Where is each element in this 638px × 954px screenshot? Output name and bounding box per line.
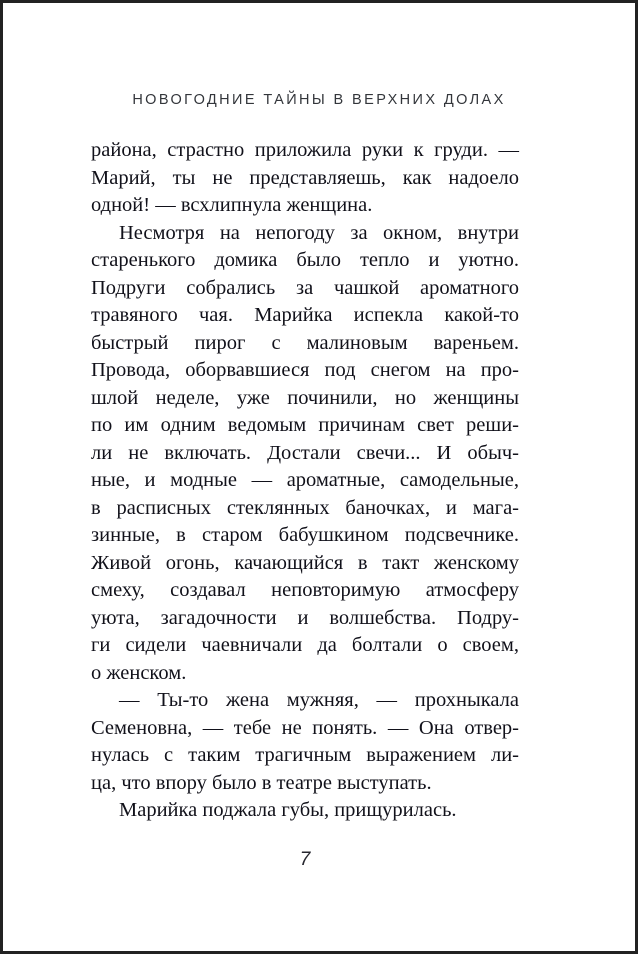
text-line: Марий, ты не представляешь, как надоело	[91, 166, 519, 189]
text-line: Марийка поджала губы, прищурилась.	[119, 799, 457, 821]
text-line: Семеновна, — тебе не понять. — Она отвер-	[91, 716, 519, 739]
text-line: быстрый пирог с малиновым вареньем.	[91, 331, 519, 354]
paragraph	[91, 797, 519, 825]
text-line: зинные, в старом бабушкином подсвечнике.	[91, 524, 519, 546]
text-line: ные, и модные — ароматные, самодельные,	[91, 469, 519, 491]
text-line: смеху, создавал неповторимую атмосферу	[91, 579, 519, 601]
text-line: травяного чая. Марийка испекла какой-то	[91, 304, 519, 326]
text-line: шлой неделе, уже починили, но женщины	[91, 386, 519, 409]
text-line: одной! — всхлипнула женщина.	[91, 194, 373, 216]
text-line: Живой огонь, качающийся в такт женскому	[91, 551, 519, 574]
text-line: — Ты-то жена мужняя, — прохныкала	[119, 689, 519, 711]
text-line: ли не включать. Достали свечи... И обыч-	[91, 441, 519, 464]
text-line: Подруги собрались за чашкой ароматного	[91, 276, 519, 299]
paragraph	[91, 137, 519, 220]
page-number: 7	[299, 849, 311, 870]
text-line: ги сидели чаевничали да болтали о своем,	[91, 634, 519, 656]
paragraph	[91, 687, 519, 797]
text-line: уюта, загадочности и волшебства. Подру-	[91, 606, 519, 629]
text-line: по им одним ведомым причинам свет реши-	[91, 414, 519, 436]
text-line: Несмотря на непогоду за окном, внутри	[119, 221, 519, 244]
text-line: в расписных стеклянных баночках, и мага-	[91, 496, 519, 519]
text-line: о женском.	[91, 661, 187, 684]
text-line: старенького домика было тепло и уютно.	[91, 249, 519, 271]
text-line: ца, что впору было в театре выступать.	[91, 771, 432, 794]
text-line: района, страстно приложила руки к груди. —	[91, 139, 519, 161]
text-line: нулась с таким трагичным выражением ли-	[91, 744, 519, 766]
running-header: НОВОГОДНИЕ ТАЙНЫ В ВЕРХНИХ ДОЛАХ	[132, 92, 506, 108]
text-block	[91, 137, 519, 825]
paragraph	[91, 220, 519, 688]
text-line: Провода, оборвавшиеся под снегом на про-	[91, 359, 519, 381]
